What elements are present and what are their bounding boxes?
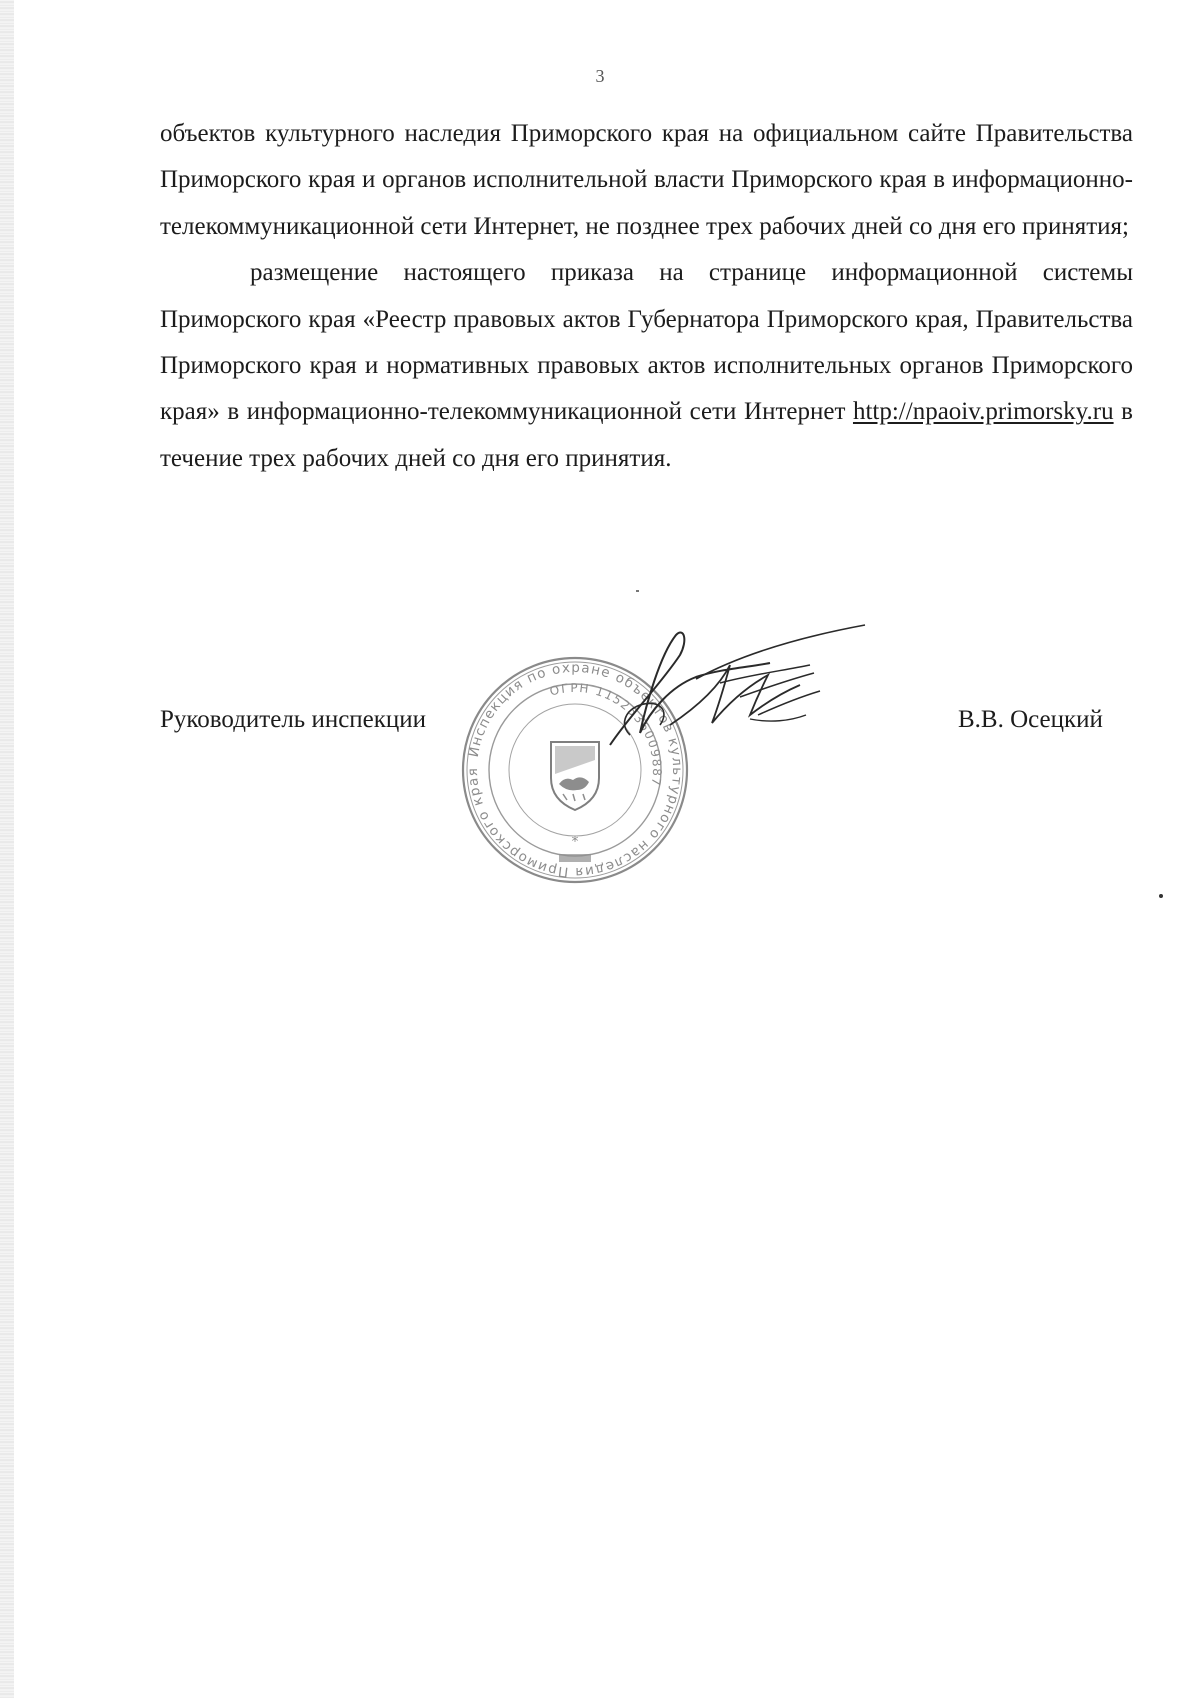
document-body bbox=[160, 111, 1133, 482]
coat-of-arms-icon bbox=[551, 742, 599, 810]
page-number: 3 bbox=[595, 66, 605, 86]
scan-edge-artifact bbox=[0, 0, 14, 1698]
stamp-outer-text: Инспекция по охране объектов культурного наследия Приморского края bbox=[464, 659, 686, 881]
scan-speck bbox=[1159, 894, 1163, 898]
signatory-name: В.В. Осецкий bbox=[958, 706, 1103, 733]
paragraph-publication-registry bbox=[160, 250, 1133, 482]
stamp-inner-text: ОГРН 1152536009887 bbox=[548, 680, 665, 788]
scan-speck-small bbox=[636, 590, 639, 592]
registry-link[interactable]: http://npaoiv.primorsky.ru bbox=[852, 398, 1114, 426]
signatory-position: Руководитель инспекции bbox=[160, 706, 427, 733]
handwritten-signature bbox=[600, 615, 880, 765]
svg-text:*: * bbox=[571, 834, 579, 850]
registry-paragraph-text: размещение настоящего приказа на странице информационной системы Приморского края «Реестр правовых актов Губернатора Приморского края, Правительства Приморского края и нормативных правовых актов исполнительных органов Приморского края» в информационно-телекоммуникационной сети Интернет bbox=[160, 259, 1133, 426]
registry-paragraph-tail: в течение трех рабочих дней со дня его принятия. bbox=[160, 398, 1133, 472]
paragraph-publication-official-site: объектов культурного наследия Приморского края на официальном сайте Правительства Приморского края и органов исполнительной власти Приморского края в информационно-телекоммуникационной сети Интернет, не позднее трех рабочих дней со дня его принятия; bbox=[160, 120, 1133, 240]
